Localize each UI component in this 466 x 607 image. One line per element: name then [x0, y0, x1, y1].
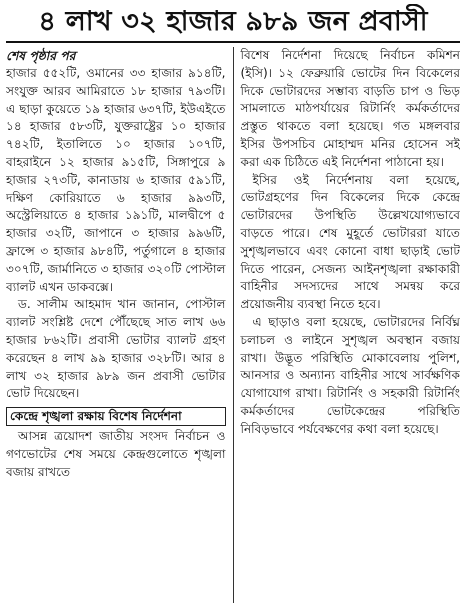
headline-rule [6, 41, 460, 43]
right-paragraph-2: ইসির ওই নির্দেশনায় বলা হয়েছে, ভোটগ্রহণের দিন বিকেলের দিকে কেন্দ্রে ভোটারদের উপস্থিতি উল্লেখযোগ্যভাবে বাড়তে পারে। শেষ মুহূর্তে ভোটাররা যাতে সুশৃঙ্খলভাবে এবং কোনো বাধা ছাড়াই ভোট দিতে পারেন, সেজন্য আইনশৃঙ্খলা রক্ষাকারী বাহিনীর সদস্যদের সাথে সমন্বয় করে প্রয়োজনীয় ব্যবস্থা নিতে হবে। [240, 172, 460, 312]
headline: ৪ লাখ ৩২ হাজার ৯৮৯ জন প্রবাসী [38, 6, 428, 37]
right-paragraph-3: এ ছাড়াও বলা হয়েছে, ভোটারদের নির্বিঘ্ন চলাচল ও লাইনে সুশৃঙ্খল অবস্থান বজায় রাখা। উদ্ভূত পরিস্থিতি মোকাবেলায় পুলিশ, আনসার ও অন্যান্য বাহিনীর সাথে সার্বক্ষণিক যোগাযোগ রাখা। রিটার্নিং ও সহকারী রিটার্নিং কর্মকর্তাদের ভোটকেন্দ্রের পরিস্থিতি নিবিড়ভাবে পর্যবেক্ষণের কথা বলা হয়েছে। [240, 314, 460, 436]
left-paragraph-1: হাজার ৫৫২টি, ওমানের ৩৩ হাজার ৯১৪টি, সংযুক্ত আরব আমিরাতে ১৮ হাজার ৭৯৩টি। এ ছাড়া কুয়েতে ১৯ হাজার ৬৩৭টি, ইউএইতে ১৪ হাজার ৫৮৩টি, যুক্তরাষ্ট্রের ১০ হাজার ৭৪২টি, ইতালিতে ১০ হাজার ১০৭টি, বাহরাইনে ১২ হাজার ৯১৫টি, সিঙ্গাপুরে ৯ হাজার ২৭৩টি, কানাডায় ৬ হাজার ৫৯১টি, দক্ষিণ কোরিয়াতে ৬ হাজার ৯৯৩টি, অস্ট্রেলিয়াতে ৪ হাজার ১৯১টি, মালদ্বীপে ৫ হাজার ৩২টি, জাপানে ৩ হাজার ৯৯৬টি, ফ্রান্সে ৩ হাজার ৯৮৪টি, পর্তুগালে ৪ হাজার ৩০৭টি, জার্মানিতে ৩ হাজার ৩২০টি পোস্টাল ব্যালট এখন ডাকবক্সে। [6, 66, 226, 294]
left-column [6, 47, 230, 603]
article-body [6, 47, 460, 603]
column-divider [233, 47, 234, 603]
continued-from-label: শেষ পৃষ্ঠার পর [6, 49, 76, 63]
right-paragraph-1: বিশেষ নির্দেশনা দিয়েছে নির্বাচন কমিশন (ইসি)। ১২ ফেব্রুয়ারি ভোটের দিন বিকেলের দিকে ভোটারদের সম্ভাব্য বাড়তি চাপ ও ভিড় সামলাতে মাঠপর্যায়ের রিটার্নিং কর্মকর্তাদের প্রস্তুত থাকতে বলা হয়েছে। গত মঙ্গলবার ইসির উপসচিব মোহাম্মদ মনির হোসেন সই করা এক চিঠিতে এই নির্দেশনা পাঠানো হয়। [240, 48, 460, 169]
right-column [236, 47, 460, 603]
section-subheading: কেন্দ্রে শৃঙ্খলা রক্ষায় বিশেষ নির্দেশনা [6, 407, 226, 426]
left-paragraph-3: আসন্ন ত্রয়োদশ জাতীয় সংসদ নির্বাচন ও গণভোটের শেষ সময়ে কেন্দ্রগুলোতে শৃঙ্খলা বজায় রাখতে [6, 429, 226, 479]
left-paragraph-2: ড. সালীম আহমাদ খান জানান, পোস্টাল ব্যালট সংশ্লিষ্ট দেশে পৌঁছেছে সাত লাখ ৬৬ হাজার ৮৬২টি। প্রবাসী ভোটার ব্যালট গ্রহণ করেছেন ৪ লাখ ৯৯ হাজার ৩২৮টি। আর ৪ লাখ ৩২ হাজার ৯৮৯ জন প্রবাসী ভোটার ভোট দিয়েছেন। [6, 297, 226, 401]
